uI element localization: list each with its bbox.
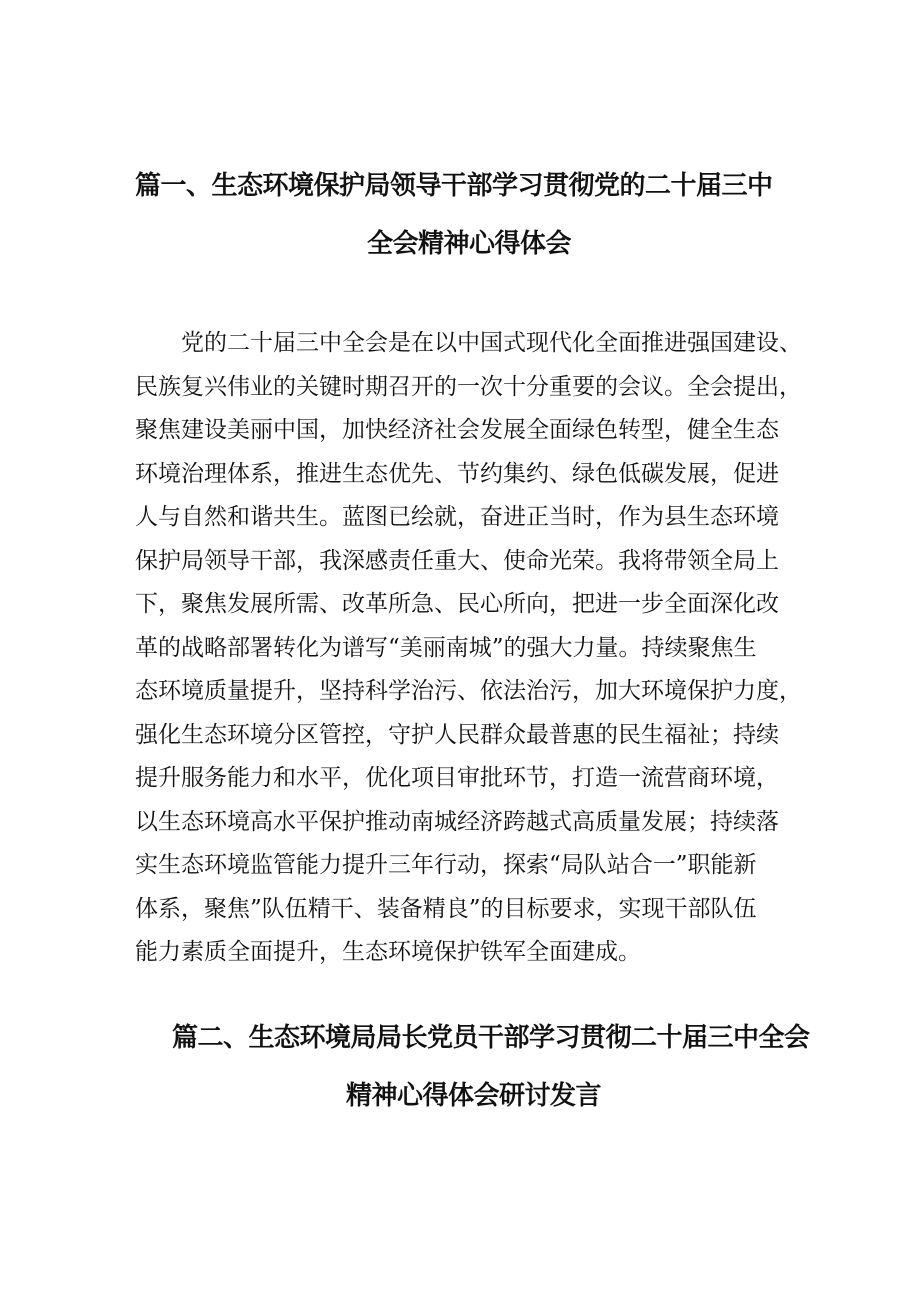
section1-paragraph xyxy=(135,322,802,975)
paragraph-line: 体系，聚焦”队伍精干、装备精良”的目标要求，实现干部队伍 xyxy=(135,895,757,922)
section1-title-line2: 全会精神心得体会 xyxy=(367,229,572,259)
paragraph-line: 保护局领导干部，我深感责任重大、使命光荣。我将带领全局上 xyxy=(135,547,779,574)
paragraph-line: 民族复兴伟业的关键时期召开的一次十分重要的会议。全会提出， xyxy=(135,373,802,400)
paragraph-line: 党的二十届三中全会是在以中国式现代化全面推进强国建设、 xyxy=(135,330,802,356)
paragraph-line: 聚焦建设美丽中国，加快经济社会发展全面绿色转型，健全生态 xyxy=(135,417,779,443)
section1-title-line1: 篇一、生态环境保护局领导干部学习贯彻党的二十届三中 xyxy=(135,171,773,201)
paragraph-line: 能力素质全面提升，生态环境保护铁军全面建成。 xyxy=(135,939,641,965)
paragraph-line: 实生态环境监管能力提升三年行动，探索“局队站合一”职能新 xyxy=(135,852,757,878)
paragraph-line: 人与自然和谐共生。蓝图已绘就，奋进正当时，作为县生态环境 xyxy=(135,504,779,530)
paragraph-line: 强化生态环境分区管控，守护人民群众最普惠的民生福祉；持续 xyxy=(135,721,779,748)
paragraph-line: 环境治理体系，推进生态优先、节约集约、绿色低碳发展，促进 xyxy=(135,460,779,487)
paragraph-line: 态环境质量提升，坚持科学治污、依法治污，加大环境保护力度， xyxy=(135,678,802,704)
paragraph-line: 提升服务能力和水平，优化项目审批环节，打造一流营商环境， xyxy=(135,765,779,791)
paragraph-line: 下，聚焦发展所需、改革所急、民心所向，把进一步全面深化改 xyxy=(135,591,779,617)
section2-title-line2: 精神心得体会研讨发言 xyxy=(346,1081,602,1111)
paragraph-line: 以生态环境高水平保护推动南城经济跨越式高质量发展；持续落 xyxy=(135,808,779,835)
paragraph-line: 革的战略部署转化为谱写“美丽南城”的强大力量。持续聚焦生 xyxy=(135,634,757,661)
section2-title-line1: 篇二、生态环境局局长党员干部学习贯彻二十届三中全会 xyxy=(172,1023,810,1053)
